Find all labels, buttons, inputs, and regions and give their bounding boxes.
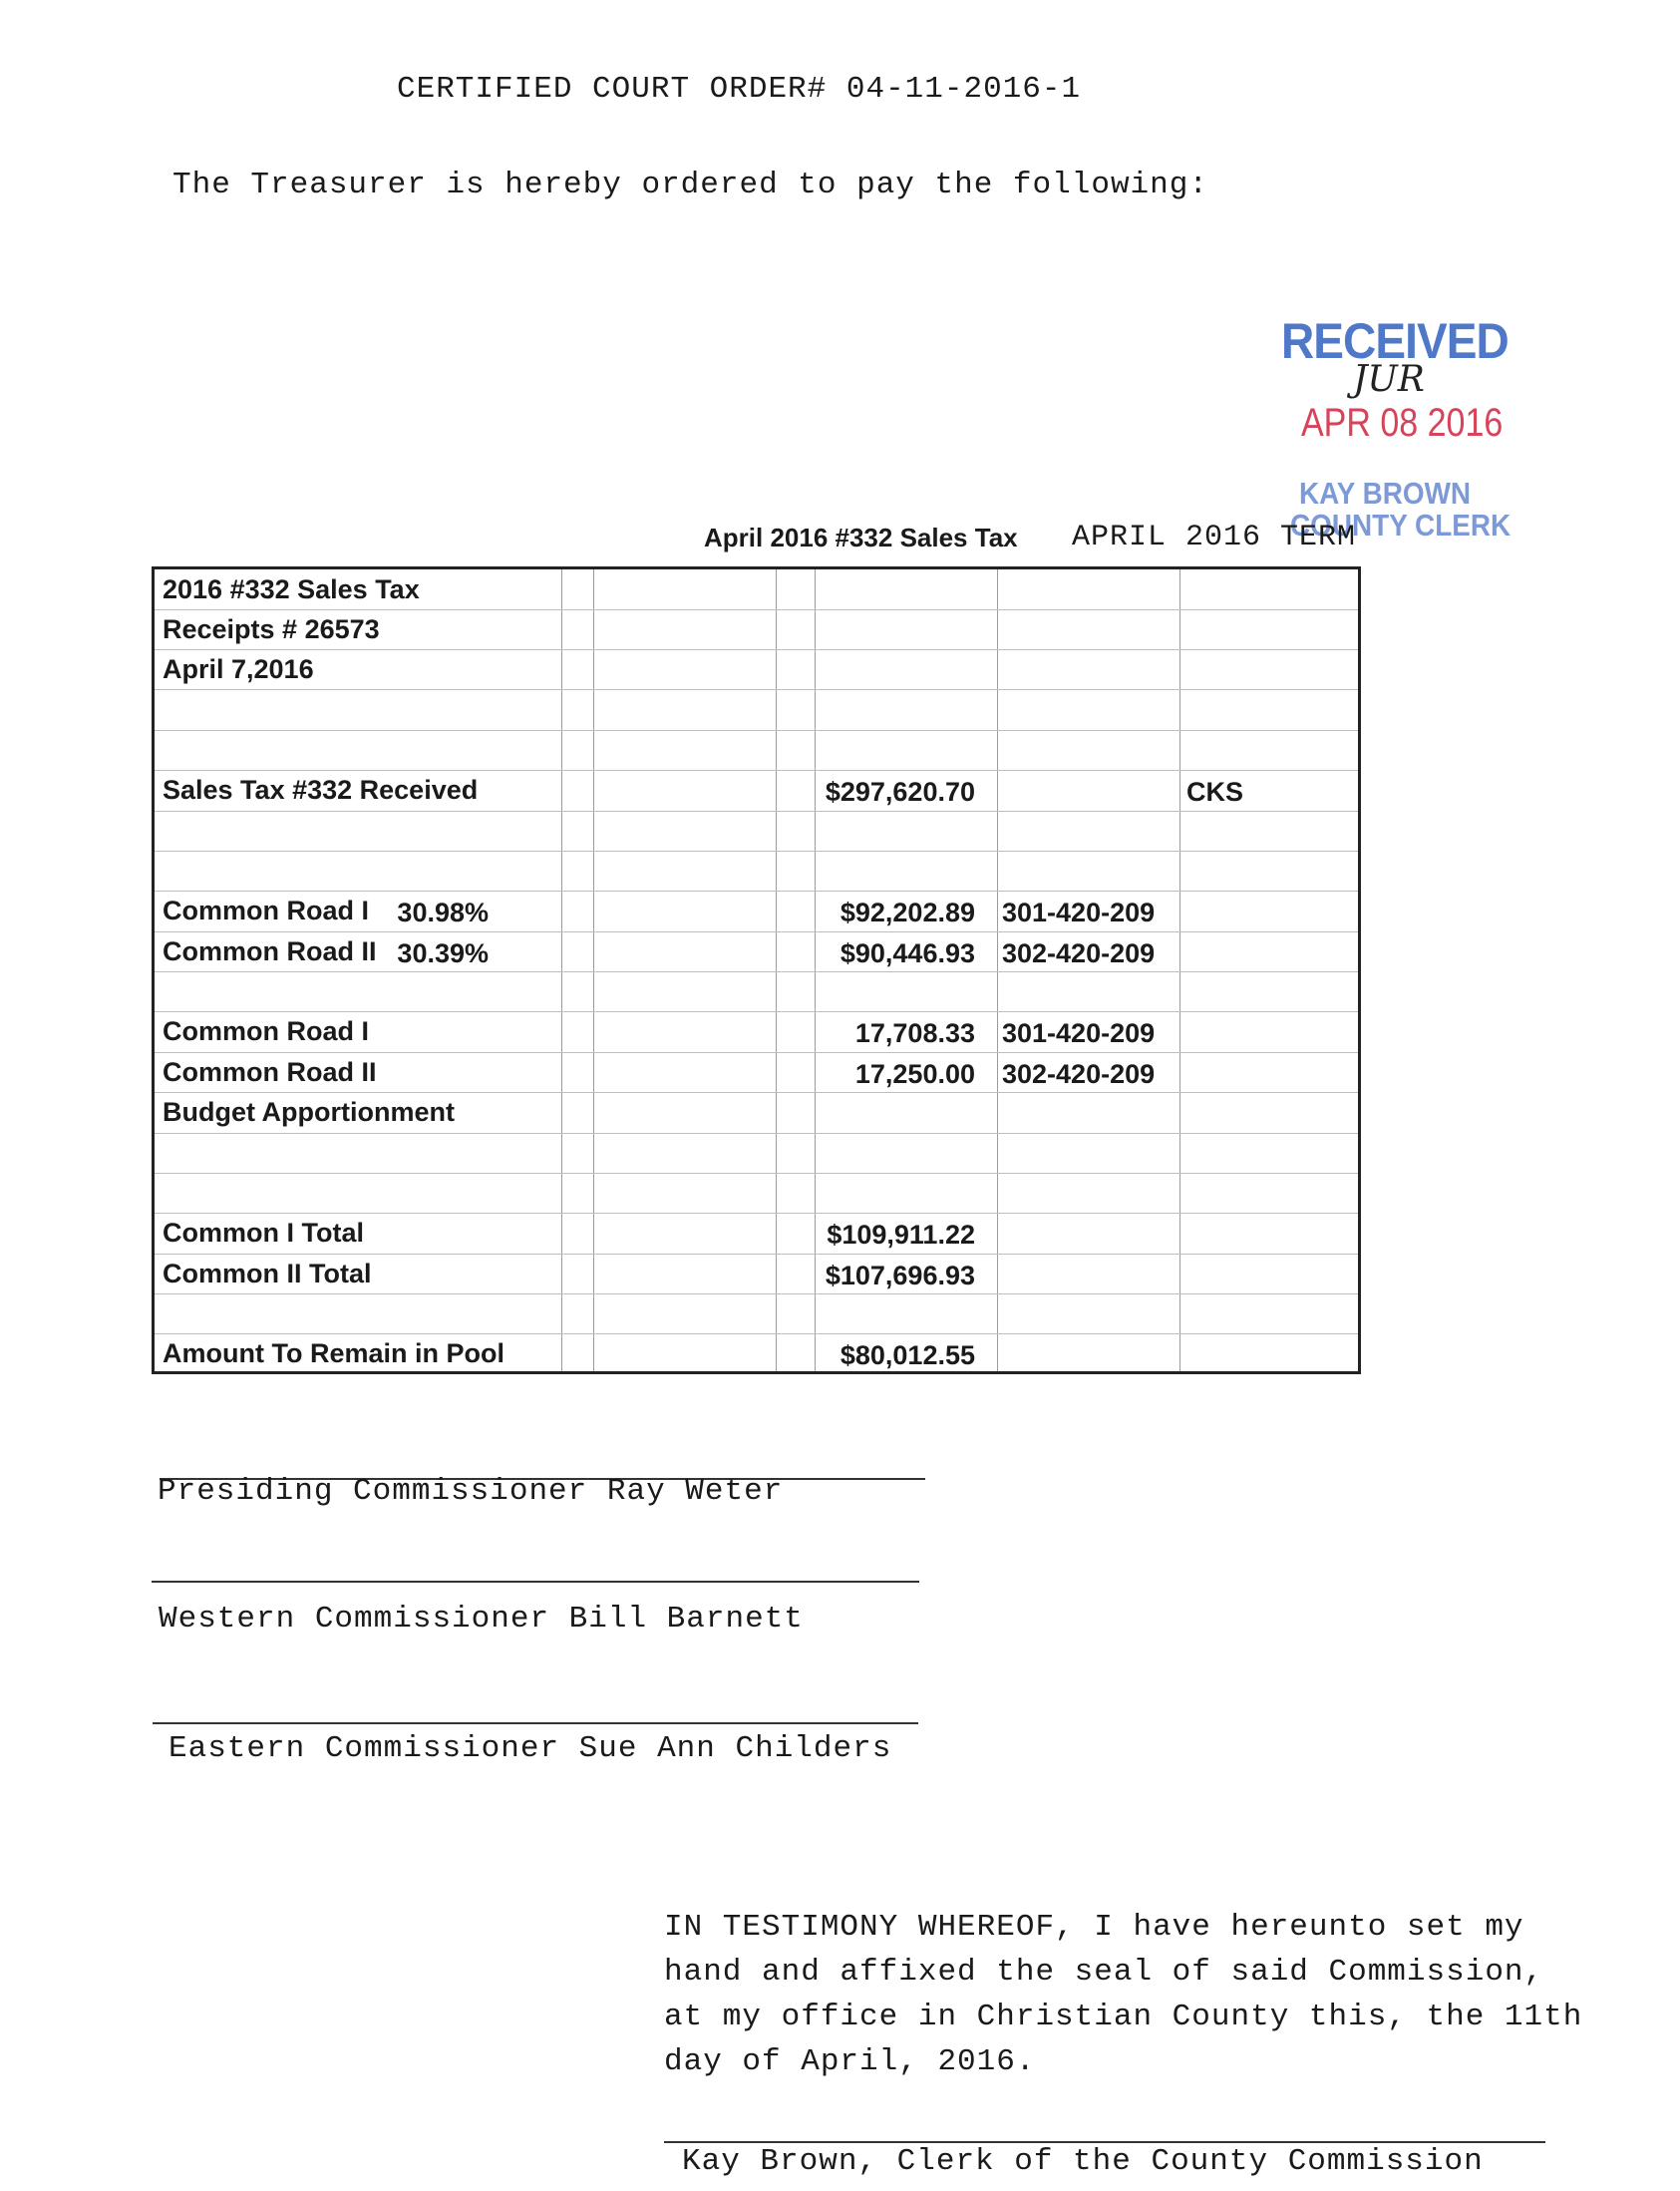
total-amount: $107,696.93 [825,1261,975,1290]
table-header-line: Receipts # 26573 [163,614,380,644]
pct-row-amount: $90,446.93 [840,938,975,968]
row-divider [155,1133,1358,1134]
budget-row-account: 302-420-209 [1002,1059,1156,1089]
stamp-clerk-name: KAY BROWN [1299,476,1472,511]
budget-row-label: Common Road II [163,1057,377,1087]
testimony-line: day of April, 2016. [664,2044,1036,2079]
pct-row-label: Common Road II [163,936,377,966]
row-divider [155,851,1358,852]
row-divider [155,811,1358,812]
sales-tax-table [152,566,1361,1374]
stamp-date: APR 08 2016 [1301,401,1504,445]
pct-row-label: Common Road I [163,896,369,925]
western-commissioner-label: Western Commissioner Bill Barnett [159,1602,804,1637]
pct-row-percent: 30.98% [397,898,489,927]
pct-row-account: 302-420-209 [1002,938,1156,968]
order-intro: The Treasurer is hereby ordered to pay the following: [172,168,1208,202]
budget-row-account: 301-420-209 [1002,1018,1156,1048]
total-label: Common I Total [163,1218,364,1248]
table-header-line: April 7,2016 [163,654,314,684]
row-divider [155,971,1358,972]
budget-row-amount: 17,708.33 [854,1018,975,1048]
stamp-clerk-title: COUNTY CLERK [1290,508,1512,543]
eastern-signature-line [153,1722,918,1724]
budget-row-amount: 17,250.00 [854,1059,975,1089]
testimony-line: hand and affixed the seal of said Commission, [664,1955,1544,1990]
received-flag: CKS [1186,777,1244,807]
western-signature-line [152,1581,919,1583]
received-amount: $297,620.70 [825,777,975,807]
testimony-line: at my office in Christian County this, the 11th [664,2000,1583,2034]
total-label: Common II Total [163,1259,372,1288]
testimony-line: IN TESTIMONY WHEREOF, I have hereunto set my [664,1910,1524,1945]
budget-apportionment-label: Budget Apportionment [163,1097,455,1127]
stamp-received-text: RECEIVED [1281,313,1509,369]
remain-label: Amount To Remain in Pool [163,1338,504,1368]
testimony-paragraph [664,1905,1582,2084]
table-header-line: 2016 #332 Sales Tax [163,574,420,604]
row-divider [155,689,1358,690]
received-label: Sales Tax #332 Received [163,775,479,805]
row-divider [155,1293,1358,1294]
order-title: CERTIFIED COURT ORDER# 04-11-2016-1 [397,72,1082,107]
clerk-signature-label: Kay Brown, Clerk of the County Commission [682,2144,1484,2179]
pct-row-amount: $92,202.89 [840,898,975,927]
stamp-initials: JUR [1353,359,1425,400]
term-label: APRIL 2016 TERM [1072,521,1357,554]
eastern-commissioner-label: Eastern Commissioner Sue Ann Childers [168,1731,892,1766]
budget-row-label: Common Road I [163,1016,369,1046]
clerk-signature-line [664,2141,1545,2143]
pct-row-account: 301-420-209 [1002,898,1156,927]
row-divider [155,649,1358,650]
remain-amount: $80,012.55 [840,1340,975,1370]
total-amount: $109,911.22 [827,1220,975,1250]
row-divider [155,730,1358,731]
table-heading: April 2016 #332 Sales Tax [704,523,1018,552]
row-divider [155,1173,1358,1174]
presiding-commissioner-label: Presiding Commissioner Ray Weter [158,1474,784,1509]
pct-row-percent: 30.39% [397,938,489,968]
